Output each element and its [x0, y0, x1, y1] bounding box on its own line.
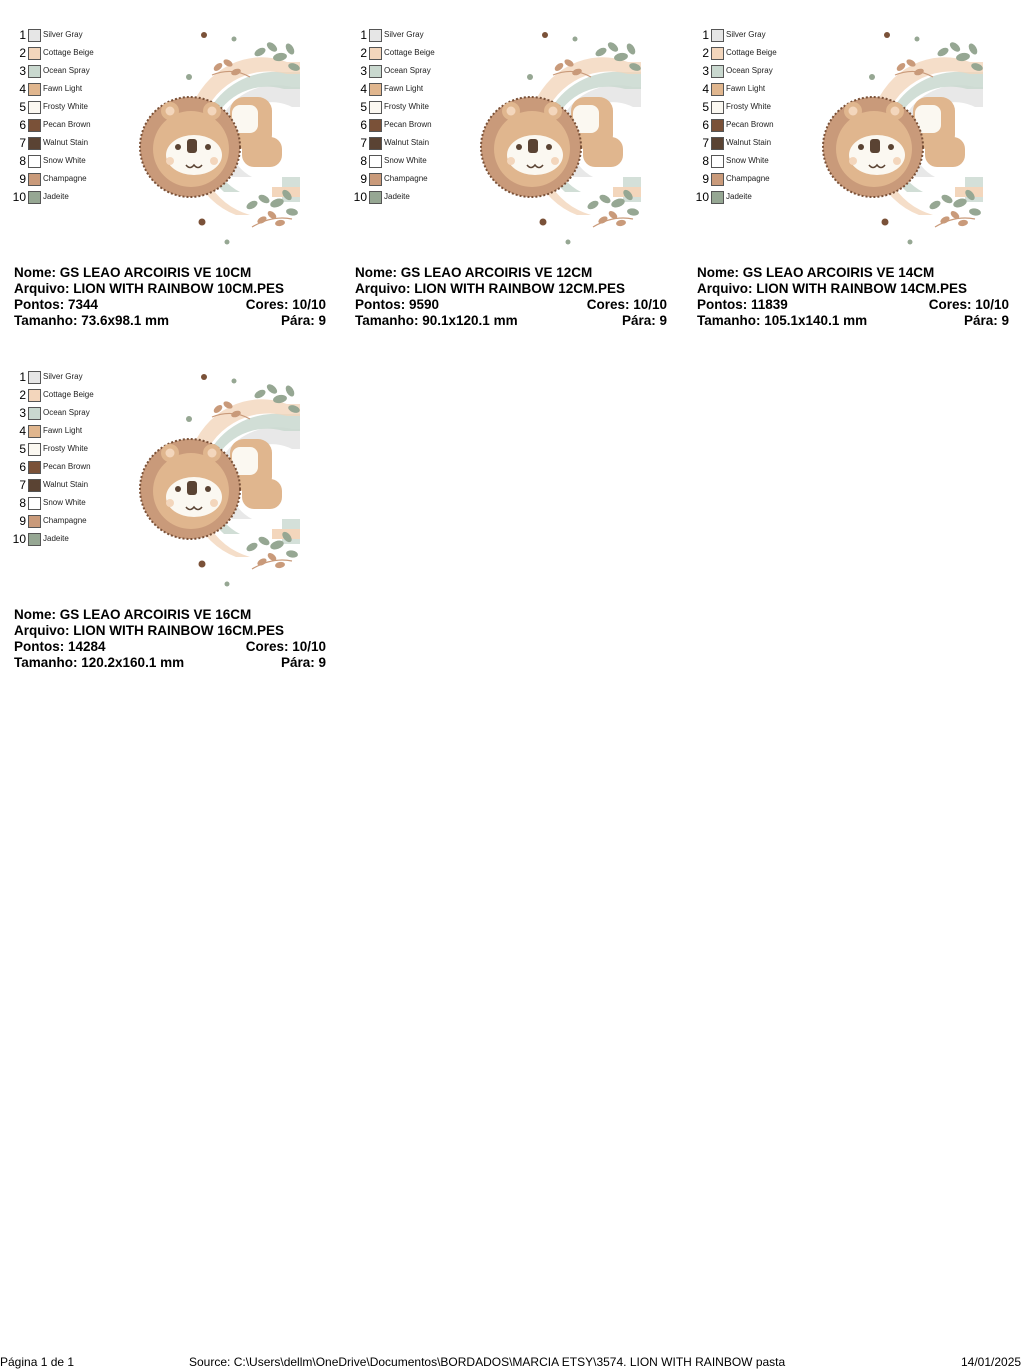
- thread-color-swatch: [28, 191, 41, 204]
- thread-color-number: 6: [360, 118, 367, 132]
- color-count: Cores: 10/10: [245, 639, 326, 654]
- thread-color-name: Frosty White: [384, 102, 429, 111]
- thread-color-swatch: [711, 101, 724, 114]
- thread-color-swatch: [711, 173, 724, 186]
- thread-color-number: 2: [360, 46, 367, 60]
- thread-color-number: 6: [702, 118, 709, 132]
- thread-color-name: Cottage Beige: [726, 48, 777, 57]
- thread-color-name: Jadeite: [43, 534, 69, 543]
- lion-rainbow-embroidery-image: [815, 27, 995, 257]
- thread-color-item: [353, 27, 483, 43]
- thread-color-item: [353, 135, 483, 151]
- thread-color-number: 5: [19, 442, 26, 456]
- thread-color-item: [353, 45, 483, 61]
- stop-count: Pára: 9: [963, 313, 1009, 328]
- thread-color-item: [12, 45, 142, 61]
- design-file: Arquivo: LION WITH RAINBOW 16CM.PES: [14, 623, 284, 638]
- thread-color-number: 2: [19, 388, 26, 402]
- thread-color-number: 6: [19, 460, 26, 474]
- thread-color-name: Cottage Beige: [43, 390, 94, 399]
- thread-color-item: [12, 513, 142, 529]
- thread-color-swatch: [711, 191, 724, 204]
- thread-color-number: 5: [702, 100, 709, 114]
- thread-color-item: [12, 369, 142, 385]
- thread-color-number: 9: [702, 172, 709, 186]
- thread-color-name: Snow White: [726, 156, 769, 165]
- thread-color-swatch: [369, 29, 382, 42]
- design-file: Arquivo: LION WITH RAINBOW 12CM.PES: [355, 281, 625, 296]
- thread-color-swatch: [28, 119, 41, 132]
- thread-color-swatch: [711, 119, 724, 132]
- thread-color-swatch: [711, 47, 724, 60]
- thread-color-name: Pecan Brown: [384, 120, 432, 129]
- thread-color-name: Walnut Stain: [384, 138, 430, 147]
- design-file: Arquivo: LION WITH RAINBOW 10CM.PES: [14, 281, 284, 296]
- thread-color-number: 1: [19, 370, 26, 384]
- design-size: Tamanho: 105.1x140.1 mm: [697, 313, 868, 328]
- color-count: Cores: 10/10: [928, 297, 1009, 312]
- thread-color-number: 3: [19, 406, 26, 420]
- thread-color-swatch: [28, 389, 41, 402]
- thread-color-item: [695, 99, 825, 115]
- thread-color-item: [12, 99, 142, 115]
- thread-color-item: [12, 63, 142, 79]
- stitch-count: Pontos: 11839: [697, 297, 788, 312]
- thread-color-swatch: [369, 119, 382, 132]
- thread-color-name: Snow White: [43, 156, 86, 165]
- thread-color-item: [12, 189, 142, 205]
- thread-color-name: Champagne: [43, 174, 87, 183]
- thread-color-number: 10: [12, 190, 26, 204]
- design-name: Nome: GS LEAO ARCOIRIS VE 16CM: [14, 607, 252, 622]
- thread-color-name: Ocean Spray: [384, 66, 431, 75]
- thread-color-swatch: [28, 83, 41, 96]
- thread-color-swatch: [369, 155, 382, 168]
- thread-color-name: Walnut Stain: [726, 138, 772, 147]
- thread-color-item: [353, 63, 483, 79]
- thread-color-name: Frosty White: [43, 444, 88, 453]
- thread-color-name: Pecan Brown: [43, 462, 91, 471]
- thread-color-item: [353, 81, 483, 97]
- thread-color-number: 4: [19, 424, 26, 438]
- lion-rainbow-embroidery-image: [473, 27, 653, 257]
- thread-color-swatch: [369, 83, 382, 96]
- thread-color-item: [12, 387, 142, 403]
- stop-count: Pára: 9: [621, 313, 667, 328]
- thread-color-item: [12, 153, 142, 169]
- thread-color-name: Champagne: [726, 174, 770, 183]
- thread-color-swatch: [28, 155, 41, 168]
- thread-color-name: Ocean Spray: [43, 66, 90, 75]
- thread-color-item: [353, 99, 483, 115]
- source-path: Source: C:\Users\dellm\OneDrive\Documentos\BORDADOS\MARCIA ETSY\3574. LION WITH RAINBOW pasta: [189, 1355, 786, 1369]
- thread-color-name: Jadeite: [43, 192, 69, 201]
- design-card: [12, 369, 328, 669]
- thread-color-item: [12, 117, 142, 133]
- stop-count: Pára: 9: [280, 313, 326, 328]
- thread-color-swatch: [28, 407, 41, 420]
- design-size: Tamanho: 90.1x120.1 mm: [355, 313, 518, 328]
- thread-color-item: [695, 45, 825, 61]
- thread-color-number: 10: [12, 532, 26, 546]
- thread-color-swatch: [369, 101, 382, 114]
- thread-color-swatch: [28, 137, 41, 150]
- stitch-count: Pontos: 9590: [355, 297, 440, 312]
- thread-color-number: 6: [19, 118, 26, 132]
- thread-color-swatch: [28, 461, 41, 474]
- thread-color-item: [695, 117, 825, 133]
- thread-color-number: 7: [19, 136, 26, 150]
- thread-color-item: [12, 423, 142, 439]
- design-name: Nome: GS LEAO ARCOIRIS VE 12CM: [355, 265, 593, 280]
- thread-color-name: Fawn Light: [384, 84, 424, 93]
- thread-color-swatch: [369, 47, 382, 60]
- thread-color-swatch: [369, 137, 382, 150]
- thread-color-item: [12, 495, 142, 511]
- thread-color-name: Walnut Stain: [43, 138, 89, 147]
- stitch-count: Pontos: 7344: [14, 297, 99, 312]
- thread-color-number: 7: [19, 478, 26, 492]
- thread-color-name: Silver Gray: [384, 30, 424, 39]
- thread-color-number: 8: [702, 154, 709, 168]
- thread-color-name: Cottage Beige: [384, 48, 435, 57]
- page-number: Página 1 de 1: [0, 1355, 75, 1369]
- thread-color-number: 8: [360, 154, 367, 168]
- design-info: [355, 265, 669, 329]
- thread-color-name: Snow White: [384, 156, 427, 165]
- thread-color-item: [12, 81, 142, 97]
- thread-color-number: 9: [19, 514, 26, 528]
- thread-color-swatch: [369, 173, 382, 186]
- thread-color-name: Champagne: [384, 174, 428, 183]
- thread-color-name: Fawn Light: [43, 84, 83, 93]
- thread-color-number: 4: [702, 82, 709, 96]
- thread-color-number: 8: [19, 496, 26, 510]
- thread-color-number: 1: [360, 28, 367, 42]
- thread-color-name: Pecan Brown: [726, 120, 774, 129]
- thread-color-swatch: [28, 47, 41, 60]
- thread-color-swatch: [711, 29, 724, 42]
- thread-color-swatch: [711, 137, 724, 150]
- thread-color-item: [12, 135, 142, 151]
- design-name: Nome: GS LEAO ARCOIRIS VE 14CM: [697, 265, 935, 280]
- thread-color-name: Pecan Brown: [43, 120, 91, 129]
- thread-color-name: Fawn Light: [726, 84, 766, 93]
- thread-color-name: Ocean Spray: [43, 408, 90, 417]
- thread-color-name: Ocean Spray: [726, 66, 773, 75]
- thread-color-number: 9: [360, 172, 367, 186]
- design-card: [353, 27, 669, 327]
- thread-color-number: 2: [702, 46, 709, 60]
- thread-color-item: [695, 63, 825, 79]
- thread-color-item: [12, 459, 142, 475]
- thread-color-number: 10: [353, 190, 367, 204]
- design-info: [14, 607, 328, 671]
- thread-color-item: [353, 153, 483, 169]
- thread-color-number: 7: [702, 136, 709, 150]
- thread-color-number: 7: [360, 136, 367, 150]
- thread-color-number: 5: [19, 100, 26, 114]
- design-name: Nome: GS LEAO ARCOIRIS VE 10CM: [14, 265, 252, 280]
- thread-color-name: Frosty White: [726, 102, 771, 111]
- thread-color-number: 1: [19, 28, 26, 42]
- color-count: Cores: 10/10: [245, 297, 326, 312]
- thread-color-item: [695, 171, 825, 187]
- design-card: [695, 27, 1011, 327]
- thread-color-name: Fawn Light: [43, 426, 83, 435]
- thread-color-swatch: [28, 371, 41, 384]
- thread-color-number: 9: [19, 172, 26, 186]
- thread-color-swatch: [711, 155, 724, 168]
- lion-rainbow-embroidery-image: [132, 369, 312, 599]
- thread-color-swatch: [28, 65, 41, 78]
- thread-color-item: [695, 153, 825, 169]
- thread-color-name: Jadeite: [726, 192, 752, 201]
- thread-color-name: Jadeite: [384, 192, 410, 201]
- thread-color-swatch: [28, 29, 41, 42]
- thread-color-swatch: [711, 83, 724, 96]
- thread-color-item: [12, 531, 142, 547]
- thread-color-item: [353, 171, 483, 187]
- design-size: Tamanho: 73.6x98.1 mm: [14, 313, 170, 328]
- thread-color-name: Silver Gray: [43, 372, 83, 381]
- design-size: Tamanho: 120.2x160.1 mm: [14, 655, 185, 670]
- design-info: [14, 265, 328, 329]
- thread-color-swatch: [28, 101, 41, 114]
- thread-color-number: 4: [360, 82, 367, 96]
- thread-color-name: Silver Gray: [726, 30, 766, 39]
- thread-color-name: Frosty White: [43, 102, 88, 111]
- thread-color-item: [12, 171, 142, 187]
- thread-color-item: [695, 81, 825, 97]
- color-count: Cores: 10/10: [586, 297, 667, 312]
- thread-color-item: [695, 135, 825, 151]
- thread-color-number: 8: [19, 154, 26, 168]
- thread-color-swatch: [28, 479, 41, 492]
- thread-color-number: 2: [19, 46, 26, 60]
- thread-color-number: 5: [360, 100, 367, 114]
- thread-color-item: [353, 189, 483, 205]
- thread-color-swatch: [28, 533, 41, 546]
- thread-color-swatch: [28, 173, 41, 186]
- thread-color-swatch: [369, 191, 382, 204]
- lion-rainbow-embroidery-image: [132, 27, 312, 257]
- thread-color-swatch: [28, 443, 41, 456]
- thread-color-swatch: [28, 425, 41, 438]
- thread-color-name: Silver Gray: [43, 30, 83, 39]
- thread-color-swatch: [369, 65, 382, 78]
- thread-color-item: [12, 27, 142, 43]
- thread-color-number: 3: [702, 64, 709, 78]
- thread-color-name: Cottage Beige: [43, 48, 94, 57]
- thread-color-item: [12, 405, 142, 421]
- thread-color-swatch: [28, 515, 41, 528]
- thread-color-number: 10: [695, 190, 709, 204]
- thread-color-swatch: [711, 65, 724, 78]
- design-info: [697, 265, 1011, 329]
- thread-color-item: [353, 117, 483, 133]
- stitch-count: Pontos: 14284: [14, 639, 106, 654]
- thread-color-number: 4: [19, 82, 26, 96]
- thread-color-name: Snow White: [43, 498, 86, 507]
- thread-color-number: 1: [702, 28, 709, 42]
- thread-color-name: Walnut Stain: [43, 480, 89, 489]
- stop-count: Pára: 9: [280, 655, 326, 670]
- thread-color-item: [695, 189, 825, 205]
- design-file: Arquivo: LION WITH RAINBOW 14CM.PES: [697, 281, 967, 296]
- design-card: [12, 27, 328, 327]
- print-date: 14/01/2025: [961, 1355, 1022, 1369]
- thread-color-item: [695, 27, 825, 43]
- thread-color-swatch: [28, 497, 41, 510]
- thread-color-number: 3: [19, 64, 26, 78]
- thread-color-item: [12, 441, 142, 457]
- thread-color-item: [12, 477, 142, 493]
- thread-color-number: 3: [360, 64, 367, 78]
- thread-color-name: Champagne: [43, 516, 87, 525]
